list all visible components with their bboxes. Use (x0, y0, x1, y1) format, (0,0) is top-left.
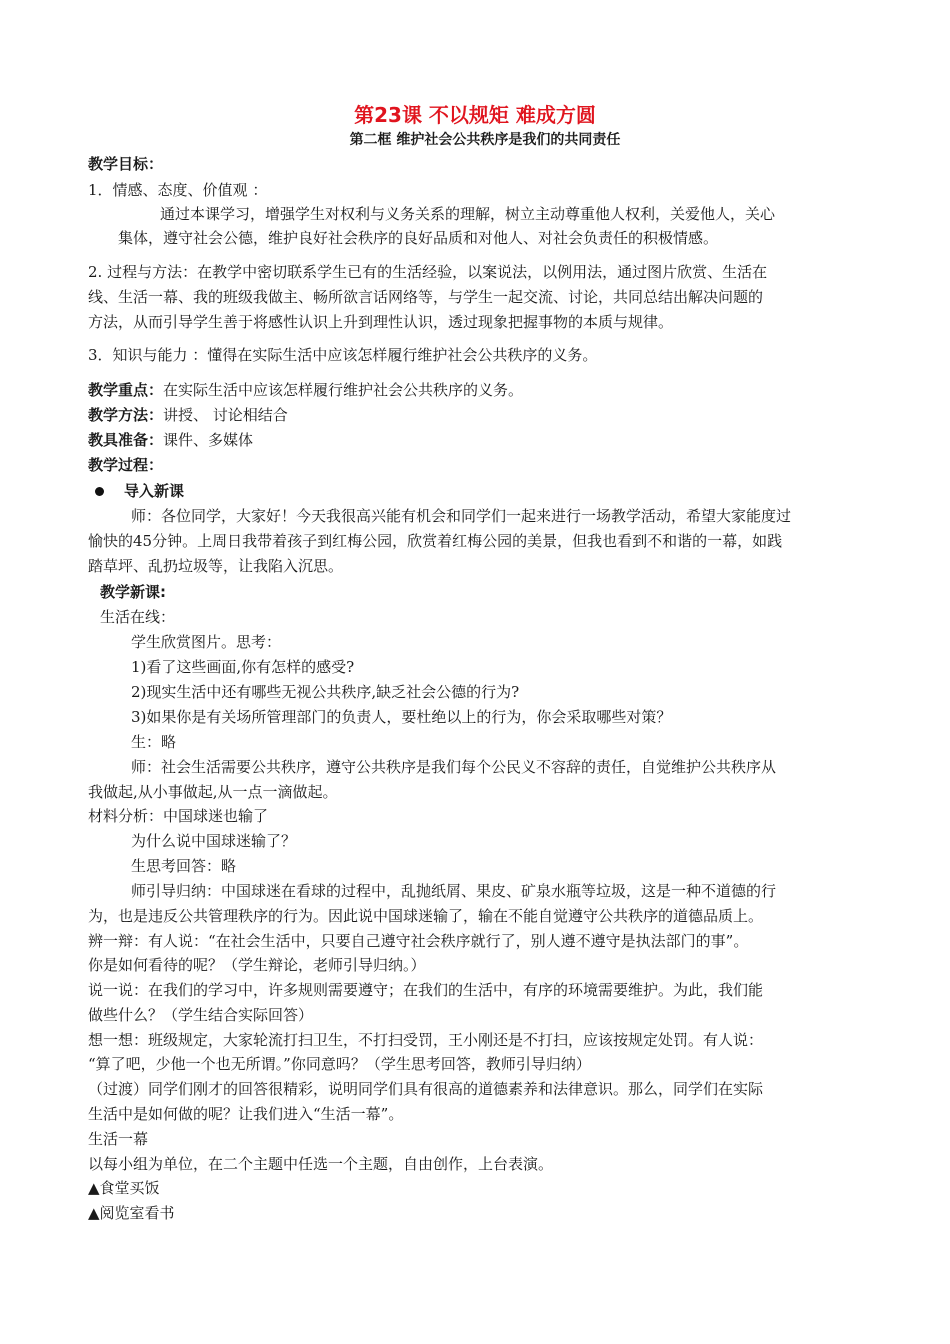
objective-2-line-1: 2. 过程与方法：在教学中密切联系学生已有的生活经验，以案说法，以例用法，通过图片欣赏、生活在 (88, 263, 768, 281)
teacher-line-1: 师：社会生活需要公共秩序，遵守公共秩序是我们每个公民义不容辞的责任，自觉维护公共秩序从 (131, 758, 777, 776)
debate-line-2: 你是如何看待的呢？（学生辩论，老师引导归纳。） (88, 956, 426, 974)
theme-2: ▲阅览室看书 (88, 1204, 175, 1222)
focus-text: 在实际生活中应该怎样履行维护社会公共秩序的义务。 (163, 381, 524, 399)
student-answer: 生：略 (131, 733, 177, 751)
objectives-heading: 教学目标： (88, 155, 164, 173)
method-label: 教学方法： (88, 406, 164, 424)
new-lesson-heading: 教学新课: (100, 583, 166, 601)
life-scene-description: 以每小组为单位，在二个主题中任选一个主题，自由创作，上台表演。 (88, 1155, 554, 1173)
summary-line-2: 为，也是违反公共管理秩序的行为。因此说中国球迷输了，输在不能自觉遵守公共秩序的道德品质上。 (88, 907, 764, 925)
intro-heading: 导入新课 (124, 482, 185, 500)
teaching-method (88, 405, 288, 425)
focus-label: 教学重点： (88, 381, 164, 399)
theme-1: ▲食堂买饭 (88, 1179, 160, 1197)
objective-3: 3．知识与能力 ：懂得在实际生活中应该怎样履行维护社会公共秩序的义务。 (88, 346, 598, 364)
look-prompt: 学生欣赏图片。思考： (131, 633, 282, 651)
intro-line-3: 踏草坪、乱扔垃圾等，让我陷入沉思。 (88, 557, 344, 575)
question-1: 1)看了这些画面,你有怎样的感受? (131, 658, 355, 676)
student-think-answer: 生思考回答：略 (131, 857, 237, 875)
teaching-focus (88, 380, 523, 400)
tools-label: 教具准备： (88, 431, 164, 449)
intro-line-1: 师：各位同学，大家好！今天我很高兴能有机会和同学们一起来进行一场教学活动，希望大家能度过 (131, 507, 792, 525)
transition-line-1: （过渡）同学们刚才的回答很精彩，说明同学们具有很高的道德素养和法律意识。那么，同学们在实际 (88, 1080, 764, 1098)
material-analysis: 材料分析：中国球迷也输了 (88, 807, 269, 825)
think-line-2: “算了吧，少他一个也无所谓。”你同意吗？（学生思考回答，教师引导归纳） (88, 1055, 591, 1073)
transition-line-2: 生活中是如何做的呢？让我们进入“生活一幕”。 (88, 1105, 404, 1123)
life-scene-heading: 生活一幕 (88, 1130, 149, 1148)
lesson-subtitle: 第二框 维护社会公共秩序是我们的共同责任 (349, 132, 621, 148)
say-line-1: 说一说：在我们的学习中，许多规则需要遵守；在我们的生活中，有序的环境需要维护。为此，我们能 (88, 981, 764, 999)
debate-line-1: 辨一辩：有人说：“在社会生活中，只要自己遵守社会秩序就行了，别人遵不遵守是执法部门的事”。 (88, 932, 749, 950)
objective-1-line-2: 集体，遵守社会公德，维护良好社会秩序的良好品质和对他人、对社会负责任的积极情感。 (118, 229, 719, 247)
process-heading: 教学过程： (88, 456, 164, 474)
why-question: 为什么说中国球迷输了？ (131, 832, 297, 850)
objective-2-line-2: 线、生活一幕、我的班级我做主、畅所欲言话网络等，与学生一起交流、讨论，共同总结出解决问题的 (88, 288, 764, 306)
think-line-1: 想一想：班级规定，大家轮流打扫卫生，不打扫受罚，王小刚还是不打扫，应该按规定处罚。有人说： (88, 1031, 764, 1049)
intro-line-2: 愉快的45分钟。上周日我带着孩子到红梅公园，欣赏着红梅公园的美景，但我也看到不和谐的一幕，如践 (88, 532, 783, 550)
teaching-tools (88, 430, 253, 450)
objective-1-label: 1．情感、态度、价值观 ： (88, 181, 268, 199)
question-3: 3)如果你是有关场所管理部门的负责人，要杜绝以上的行为，你会采取哪些对策？ (131, 708, 672, 726)
method-text: 讲授、 讨论相结合 (163, 406, 288, 424)
lesson-title: 第23课 不以规矩 难成方圆 (354, 103, 596, 127)
teacher-line-2: 我做起,从小事做起,从一点一滴做起。 (88, 783, 338, 801)
summary-line-1: 师引导归纳：中国球迷在看球的过程中，乱抛纸屑、果皮、矿泉水瓶等垃圾，这是一种不道德的行 (131, 882, 777, 900)
objective-1-line-1: 通过本课学习，增强学生对权利与义务关系的理解，树立主动尊重他人权利，关爱他人，关心 (160, 205, 776, 223)
say-line-2: 做些什么？（学生结合实际回答） (88, 1006, 314, 1024)
question-2: 2)现实生活中还有哪些无视公共秩序,缺乏社会公德的行为? (131, 683, 520, 701)
tools-text: 课件、多媒体 (163, 431, 254, 449)
objective-2-line-3: 方法，从而引导学生善于将感性认识上升到理性认识，透过现象把握事物的本质与规律。 (88, 313, 674, 331)
bullet-icon (95, 487, 104, 496)
life-online: 生活在线： (100, 608, 176, 626)
